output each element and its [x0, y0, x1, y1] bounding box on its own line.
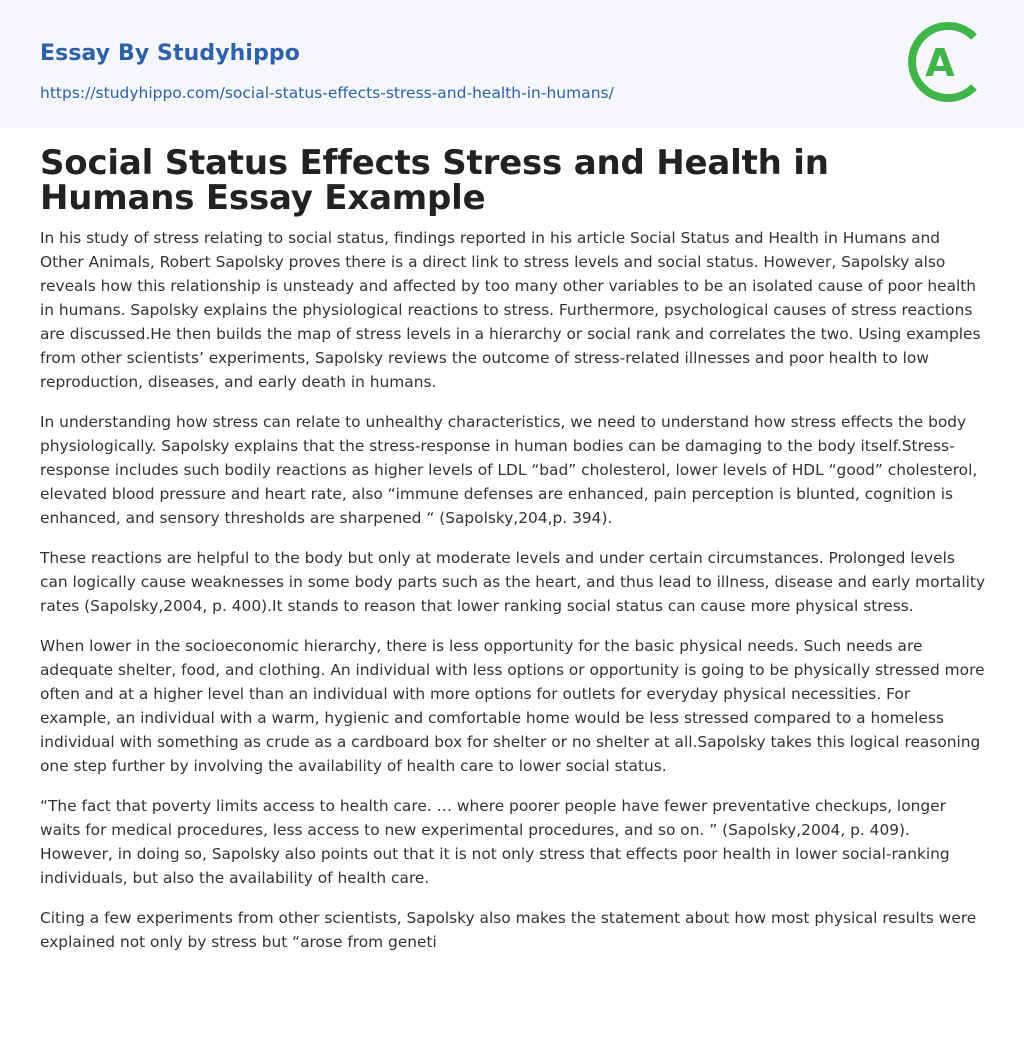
- paragraph-4: When lower in the socioeconomic hierarchy, there is less opportunity for the basic physical needs. Such needs are adequate shelter, food, and clothing. An individual with less options or opportunity is going to be physically stressed more often and at a higher level than an individual with more options for outlets for everyday physical necessities. For example, an individual with a warm, hygienic and comfortable home would be less stressed compared to a homeless individual with something as crude as a cardboard box for shelter or no shelter at all.Sapolsky takes this logical reasoning one step further by involving the availability of health care to lower social status.: [40, 637, 985, 775]
- paragraph-1: In his study of stress relating to social status, findings reported in his article Social Status and Health in Humans and Other Animals, Robert Sapolsky proves there is a direct link to stress levels and social status. However, Sapolsky also reveals how this relationship is unsteady and affected by too many other variables to be an isolated cause of poor health in humans. Sapolsky explains the physiological reactions to stress. Furthermore, psychological causes of stress reactions are discussed.He then builds the map of stress levels in a hierarchy or social rank and correlates the two. Using examples from other scientists’ experiments, Sapolsky reviews the outcome of stress-related illnesses and poor health to low reproduction, diseases, and early death in humans.: [40, 229, 981, 391]
- page-title: Social Status Effects Stress and Health in Humans Essay Example: [40, 143, 829, 218]
- studyhippo-logo-icon[interactable]: [908, 19, 988, 105]
- article: [40, 143, 986, 954]
- paragraph-6: Citing a few experiments from other scientists, Sapolsky also makes the statement about how most physical results were explained not only by stress but “arose from geneti: [40, 909, 977, 951]
- paragraph-3: These reactions are helpful to the body but only at moderate levels and under certain circumstances. Prolonged levels can logically cause weaknesses in some body parts such as the heart, and thus lead to illness, disease and early mortality rates (Sapolsky,2004, p. 400).It stands to reason that lower ranking social status can cause more physical stress.: [40, 549, 986, 615]
- logo-letter: A: [925, 41, 955, 85]
- paragraph-2: In understanding how stress can relate to unhealthy characteristics, we need to understand how stress effects the body physiologically. Sapolsky explains that the stress-response in human bodies can be damaging to the body itself.Stress-response includes such bodily reactions as higher levels of LDL “bad” cholesterol, lower levels of HDL “good” cholesterol, elevated blood pressure and heart rate, also “immune defenses are enhanced, pain perception is blunted, cognition is enhanced, and sensory thresholds are sharpened “ (Sapolsky,204,p. 394).: [40, 413, 978, 527]
- essay-url-link[interactable]: https://studyhippo.com/social-status-effects-stress-and-health-in-humans/: [40, 84, 614, 102]
- site-brand[interactable]: Essay By Studyhippo: [40, 41, 300, 66]
- site-header: [0, 0, 1024, 128]
- paragraph-5: “The fact that poverty limits access to health care. … where poorer people have fewer preventative checkups, longer waits for medical procedures, less access to new experimental procedures, and so on. ” (Sapolsky,2004, p. 409). However, in doing so, Sapolsky also points out that it is not only stress that effects poor health in lower social-ranking individuals, but also the availability of health care.: [40, 797, 950, 887]
